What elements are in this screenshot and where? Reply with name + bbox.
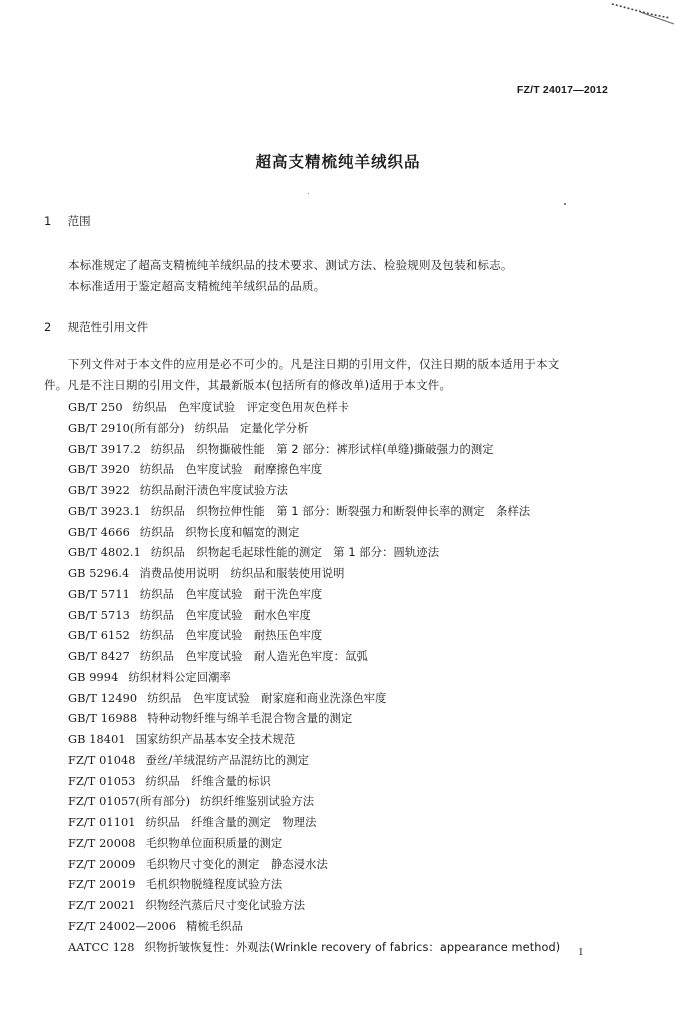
reference-item bbox=[68, 481, 560, 502]
reference-code: GB/T 12490 bbox=[68, 691, 138, 705]
reference-title: 纺织品耐汗渍色牢度试验方法 bbox=[139, 484, 289, 497]
reference-code: GB/T 16988 bbox=[68, 712, 138, 726]
reference-item bbox=[68, 398, 560, 419]
reference-title: 纺织品 纤维含量的测定 物理法 bbox=[145, 816, 317, 829]
reference-code: GB/T 250 bbox=[68, 401, 123, 414]
reference-item bbox=[68, 564, 560, 585]
reference-code: GB 9994 bbox=[68, 670, 119, 684]
reference-code: GB/T 5713 bbox=[68, 608, 130, 622]
reference-title: 纺织品 色牢度试验 耐摩擦色牢度 bbox=[139, 463, 323, 477]
scope-paragraph-2: 本标准适用于鉴定超高支精梳纯羊绒织品的品质。 bbox=[68, 279, 326, 293]
scope-paragraph-1: 本标准规定了超高支精梳纯羊绒织品的技术要求、测试方法、检验规则及包装和标志。 bbox=[68, 258, 513, 272]
reference-title: 国家纺织产品基本安全技术规范 bbox=[135, 733, 296, 746]
reference-code: AATCC 128 bbox=[68, 940, 135, 954]
reference-title: 精梳毛织品 bbox=[186, 919, 244, 933]
reference-code: FZ/T 20019 bbox=[68, 878, 136, 892]
reference-code: FZ/T 01048 bbox=[68, 753, 136, 767]
reference-item bbox=[68, 751, 560, 772]
reference-code: FZ/T 01057(所有部分) bbox=[68, 795, 191, 809]
reference-item bbox=[68, 938, 560, 959]
reference-item bbox=[68, 896, 560, 917]
reference-title: 纺织品 定量化学分析 bbox=[194, 421, 309, 435]
reference-item bbox=[68, 834, 560, 855]
reference-title: 消费品使用说明 纺织品和服装使用说明 bbox=[139, 567, 345, 580]
reference-item bbox=[68, 813, 560, 834]
section-1-heading bbox=[44, 213, 91, 229]
reference-item bbox=[68, 668, 560, 689]
reference-code: FZ/T 20009 bbox=[68, 857, 136, 871]
reference-title: 纺织品 织物起毛起球性能的测定 第 1 部分：圆轨迹法 bbox=[150, 546, 440, 560]
reference-code: GB/T 3917.2 bbox=[68, 442, 141, 456]
reference-code: GB/T 4666 bbox=[68, 525, 130, 539]
scan-speck bbox=[308, 193, 309, 194]
reference-item bbox=[68, 689, 560, 710]
reference-item bbox=[68, 647, 560, 668]
reference-code: FZ/T 24002—2006 bbox=[68, 919, 177, 933]
reference-item bbox=[68, 855, 560, 876]
references-intro-line-1: 下列文件对于本文件的应用是必不可少的。凡是注日期的引用文件，仅注日期的版本适用于本文 bbox=[68, 357, 560, 371]
reference-title: 纺织品 色牢度试验 评定变色用灰色样卡 bbox=[132, 401, 350, 414]
document-title: 超高支精梳纯羊绒织品 bbox=[255, 153, 421, 171]
reference-code: GB/T 3923.1 bbox=[68, 504, 141, 518]
reference-title: 纺织品 织物长度和幅宽的测定 bbox=[139, 525, 300, 539]
reference-item bbox=[68, 709, 560, 730]
section-2-title: 规范性引用文件 bbox=[67, 320, 149, 334]
reference-item bbox=[68, 772, 560, 793]
reference-title: 特种动物纤维与绵羊毛混合物含量的测定 bbox=[147, 712, 353, 726]
reference-item bbox=[68, 419, 560, 440]
reference-title: 纺织纤维鉴别试验方法 bbox=[200, 795, 315, 809]
normative-reference-list bbox=[68, 398, 560, 958]
reference-title: 毛机织物脱缝程度试验方法 bbox=[145, 878, 283, 892]
standard-number: FZ/T 24017—2012 bbox=[516, 84, 608, 96]
references-intro-line-2: 件。凡是不注日期的引用文件，其最新版本(包括所有的修改单)适用于本文件。 bbox=[44, 378, 452, 392]
reference-title: 纺织材料公定回潮率 bbox=[128, 670, 231, 684]
reference-title: 纺织品 织物拉伸性能 第 1 部分：断裂强力和断裂伸长率的测定 条样法 bbox=[150, 504, 531, 518]
reference-code: GB/T 5711 bbox=[68, 587, 130, 601]
reference-title: 毛织物尺寸变化的测定 静态浸水法 bbox=[145, 857, 328, 871]
page-number: 1 bbox=[578, 946, 584, 958]
reference-title: 纺织品 色牢度试验 耐干洗色牢度 bbox=[139, 587, 323, 601]
section-2-heading bbox=[44, 319, 148, 335]
reference-item bbox=[68, 502, 560, 523]
reference-code: FZ/T 20008 bbox=[68, 836, 136, 850]
reference-item bbox=[68, 585, 560, 606]
reference-code: FZ/T 01053 bbox=[68, 774, 136, 788]
reference-code: GB/T 2910(所有部分) bbox=[68, 421, 185, 435]
reference-item bbox=[68, 460, 560, 481]
reference-code: GB/T 8427 bbox=[68, 650, 130, 663]
reference-title: 纺织品 色牢度试验 耐水色牢度 bbox=[139, 608, 311, 622]
reference-title: 纺织品 色牢度试验 耐人造光色牢度：氙弧 bbox=[139, 650, 368, 663]
section-1-title: 范围 bbox=[67, 214, 91, 228]
reference-title: 纺织品 色牢度试验 耐热压色牢度 bbox=[139, 629, 323, 643]
reference-title: 纺织品 织物撕破性能 第 2 部分：裤形试样(单缝)撕破强力的测定 bbox=[150, 442, 494, 456]
reference-code: FZ/T 20021 bbox=[68, 899, 136, 912]
reference-title: 织物折皱恢复性：外观法(Wrinkle recovery of fabrics：appearance method) bbox=[144, 940, 561, 954]
reference-code: FZ/T 01101 bbox=[68, 816, 136, 829]
reference-code: GB 5296.4 bbox=[68, 567, 130, 580]
reference-item bbox=[68, 606, 560, 627]
reference-code: GB 18401 bbox=[68, 733, 126, 746]
reference-code: GB/T 3920 bbox=[68, 463, 130, 477]
reference-title: 纺织品 色牢度试验 耐家庭和商业洗涤色牢度 bbox=[147, 691, 387, 705]
section-2-number: 2 bbox=[44, 320, 52, 334]
reference-item bbox=[68, 440, 560, 461]
reference-item bbox=[68, 792, 560, 813]
reference-item bbox=[68, 543, 560, 564]
scan-artifact-mark bbox=[610, 0, 676, 30]
reference-code: GB/T 6152 bbox=[68, 629, 130, 643]
scan-speck bbox=[564, 203, 566, 205]
reference-title: 毛织物单位面积质量的测定 bbox=[145, 836, 283, 850]
reference-title: 织物经汽蒸后尺寸变化试验方法 bbox=[145, 899, 306, 912]
reference-item bbox=[68, 523, 560, 544]
reference-item bbox=[68, 730, 560, 751]
section-1-number: 1 bbox=[44, 214, 52, 228]
reference-code: GB/T 3922 bbox=[68, 484, 130, 497]
reference-title: 纺织品 纤维含量的标识 bbox=[145, 774, 271, 788]
reference-code: GB/T 4802.1 bbox=[68, 546, 141, 560]
reference-item bbox=[68, 875, 560, 896]
reference-title: 蚕丝/羊绒混纺产品混纺比的测定 bbox=[145, 753, 310, 767]
reference-item bbox=[68, 626, 560, 647]
reference-item bbox=[68, 917, 560, 938]
